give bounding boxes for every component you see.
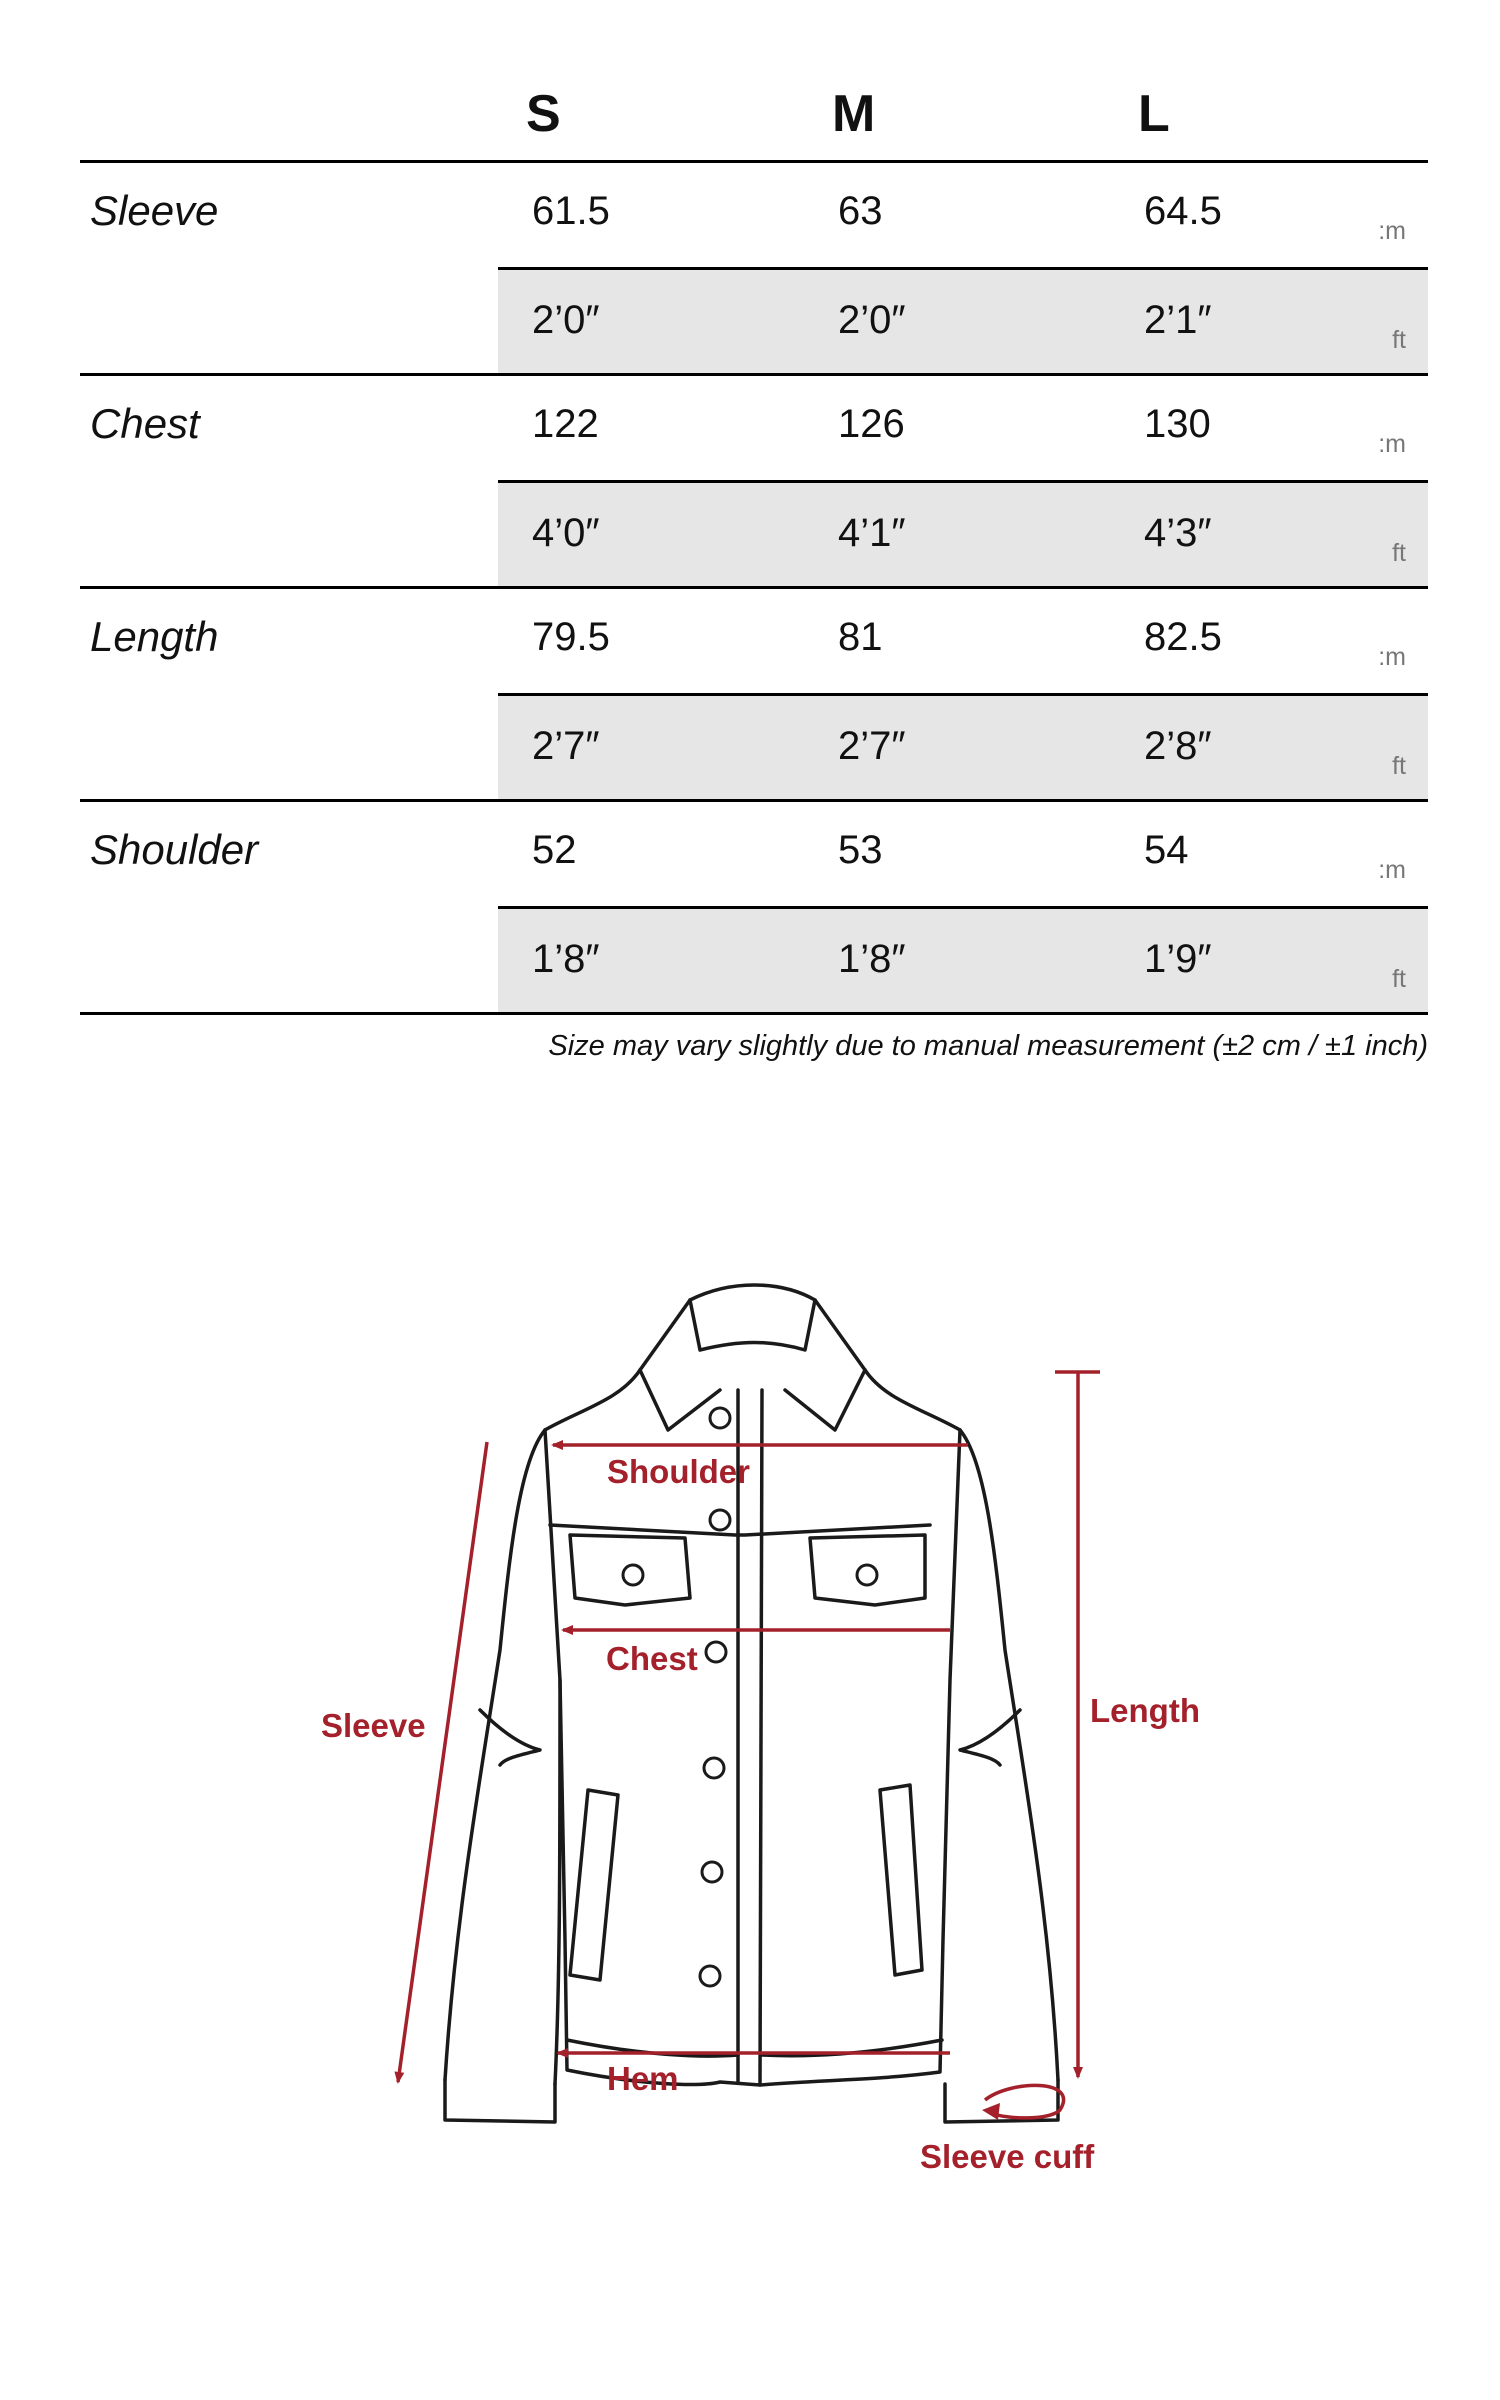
cell-ft-m: 2’7″ [838, 724, 906, 768]
cell-cm-s: 61.5 [532, 189, 610, 233]
measure-group-chest [80, 376, 1428, 589]
table-row-ft [498, 693, 1428, 799]
measure-group-shoulder [80, 802, 1428, 1015]
sleeve-arrow [398, 1442, 487, 2082]
button-icon [710, 1408, 730, 1428]
cell-ft-s: 2’7″ [532, 724, 600, 768]
sleeve-label: Sleeve [321, 1707, 426, 1744]
table-row-ft [498, 906, 1428, 1012]
hem-label: Hem [607, 2060, 679, 2097]
jacket-diagram [0, 1220, 1500, 2200]
table-row-ft [498, 480, 1428, 586]
measure-label: Shoulder [90, 826, 259, 873]
cell-ft-l: 4’3″ [1144, 511, 1212, 555]
unit-ft: ft [1392, 326, 1406, 354]
button-icon [704, 1758, 724, 1778]
cell-cm-m: 126 [838, 402, 905, 446]
size-header-row [80, 60, 1428, 163]
unit-cm: :m [1378, 643, 1406, 671]
size-col-s: S [526, 85, 561, 143]
cell-cm-l: 82.5 [1144, 615, 1222, 659]
cell-cm-m: 53 [838, 828, 883, 872]
unit-ft: ft [1392, 965, 1406, 993]
button-icon [857, 1565, 877, 1585]
cell-cm-m: 81 [838, 615, 883, 659]
button-icon [702, 1862, 722, 1882]
measurement-note: Size may vary slightly due to manual measurement (±2 cm / ±1 inch) [548, 1030, 1428, 1062]
measure-label: Chest [90, 400, 200, 447]
button-icon [623, 1565, 643, 1585]
jacket-buttons [623, 1408, 877, 1986]
cell-ft-s: 1’8″ [532, 937, 600, 981]
size-col-l: L [1138, 85, 1170, 143]
unit-cm: :m [1378, 217, 1406, 245]
button-icon [700, 1966, 720, 1986]
chest-label: Chest [606, 1640, 698, 1677]
length-label: Length [1090, 1692, 1200, 1729]
table-row-cm [80, 589, 1428, 693]
unit-cm: :m [1378, 430, 1406, 458]
table-row-cm [80, 376, 1428, 480]
jacket-outline [445, 1285, 1058, 2122]
cell-cm-l: 130 [1144, 402, 1211, 446]
measure-group-length [80, 589, 1428, 802]
cell-ft-m: 2’0″ [838, 298, 906, 342]
cell-ft-s: 4’0″ [532, 511, 600, 555]
table-row-ft [498, 267, 1428, 373]
sleeve-cuff-label: Sleeve cuff [920, 2138, 1095, 2175]
button-icon [710, 1510, 730, 1530]
size-chart-table [80, 60, 1428, 1015]
unit-ft: ft [1392, 539, 1406, 567]
cell-cm-m: 63 [838, 189, 883, 233]
table-row-cm [80, 802, 1428, 906]
size-col-m: M [832, 85, 876, 143]
cell-cm-l: 54 [1144, 828, 1189, 872]
cell-ft-s: 2’0″ [532, 298, 600, 342]
cell-ft-l: 1’9″ [1144, 937, 1212, 981]
measure-group-sleeve [80, 163, 1428, 376]
cell-ft-l: 2’1″ [1144, 298, 1212, 342]
shoulder-label: Shoulder [607, 1453, 751, 1490]
unit-ft: ft [1392, 752, 1406, 780]
measure-label: Sleeve [90, 187, 219, 234]
cell-cm-l: 64.5 [1144, 189, 1222, 233]
table-row-cm [80, 163, 1428, 267]
measure-label: Length [90, 613, 219, 660]
cell-ft-m: 4’1″ [838, 511, 906, 555]
button-icon [706, 1642, 726, 1662]
cell-cm-s: 79.5 [532, 615, 610, 659]
cell-ft-l: 2’8″ [1144, 724, 1212, 768]
cell-cm-s: 52 [532, 828, 577, 872]
cell-cm-s: 122 [532, 402, 599, 446]
unit-cm: :m [1378, 856, 1406, 884]
cell-ft-m: 1’8″ [838, 937, 906, 981]
sleeve-cuff-arrowhead [982, 2103, 1000, 2120]
